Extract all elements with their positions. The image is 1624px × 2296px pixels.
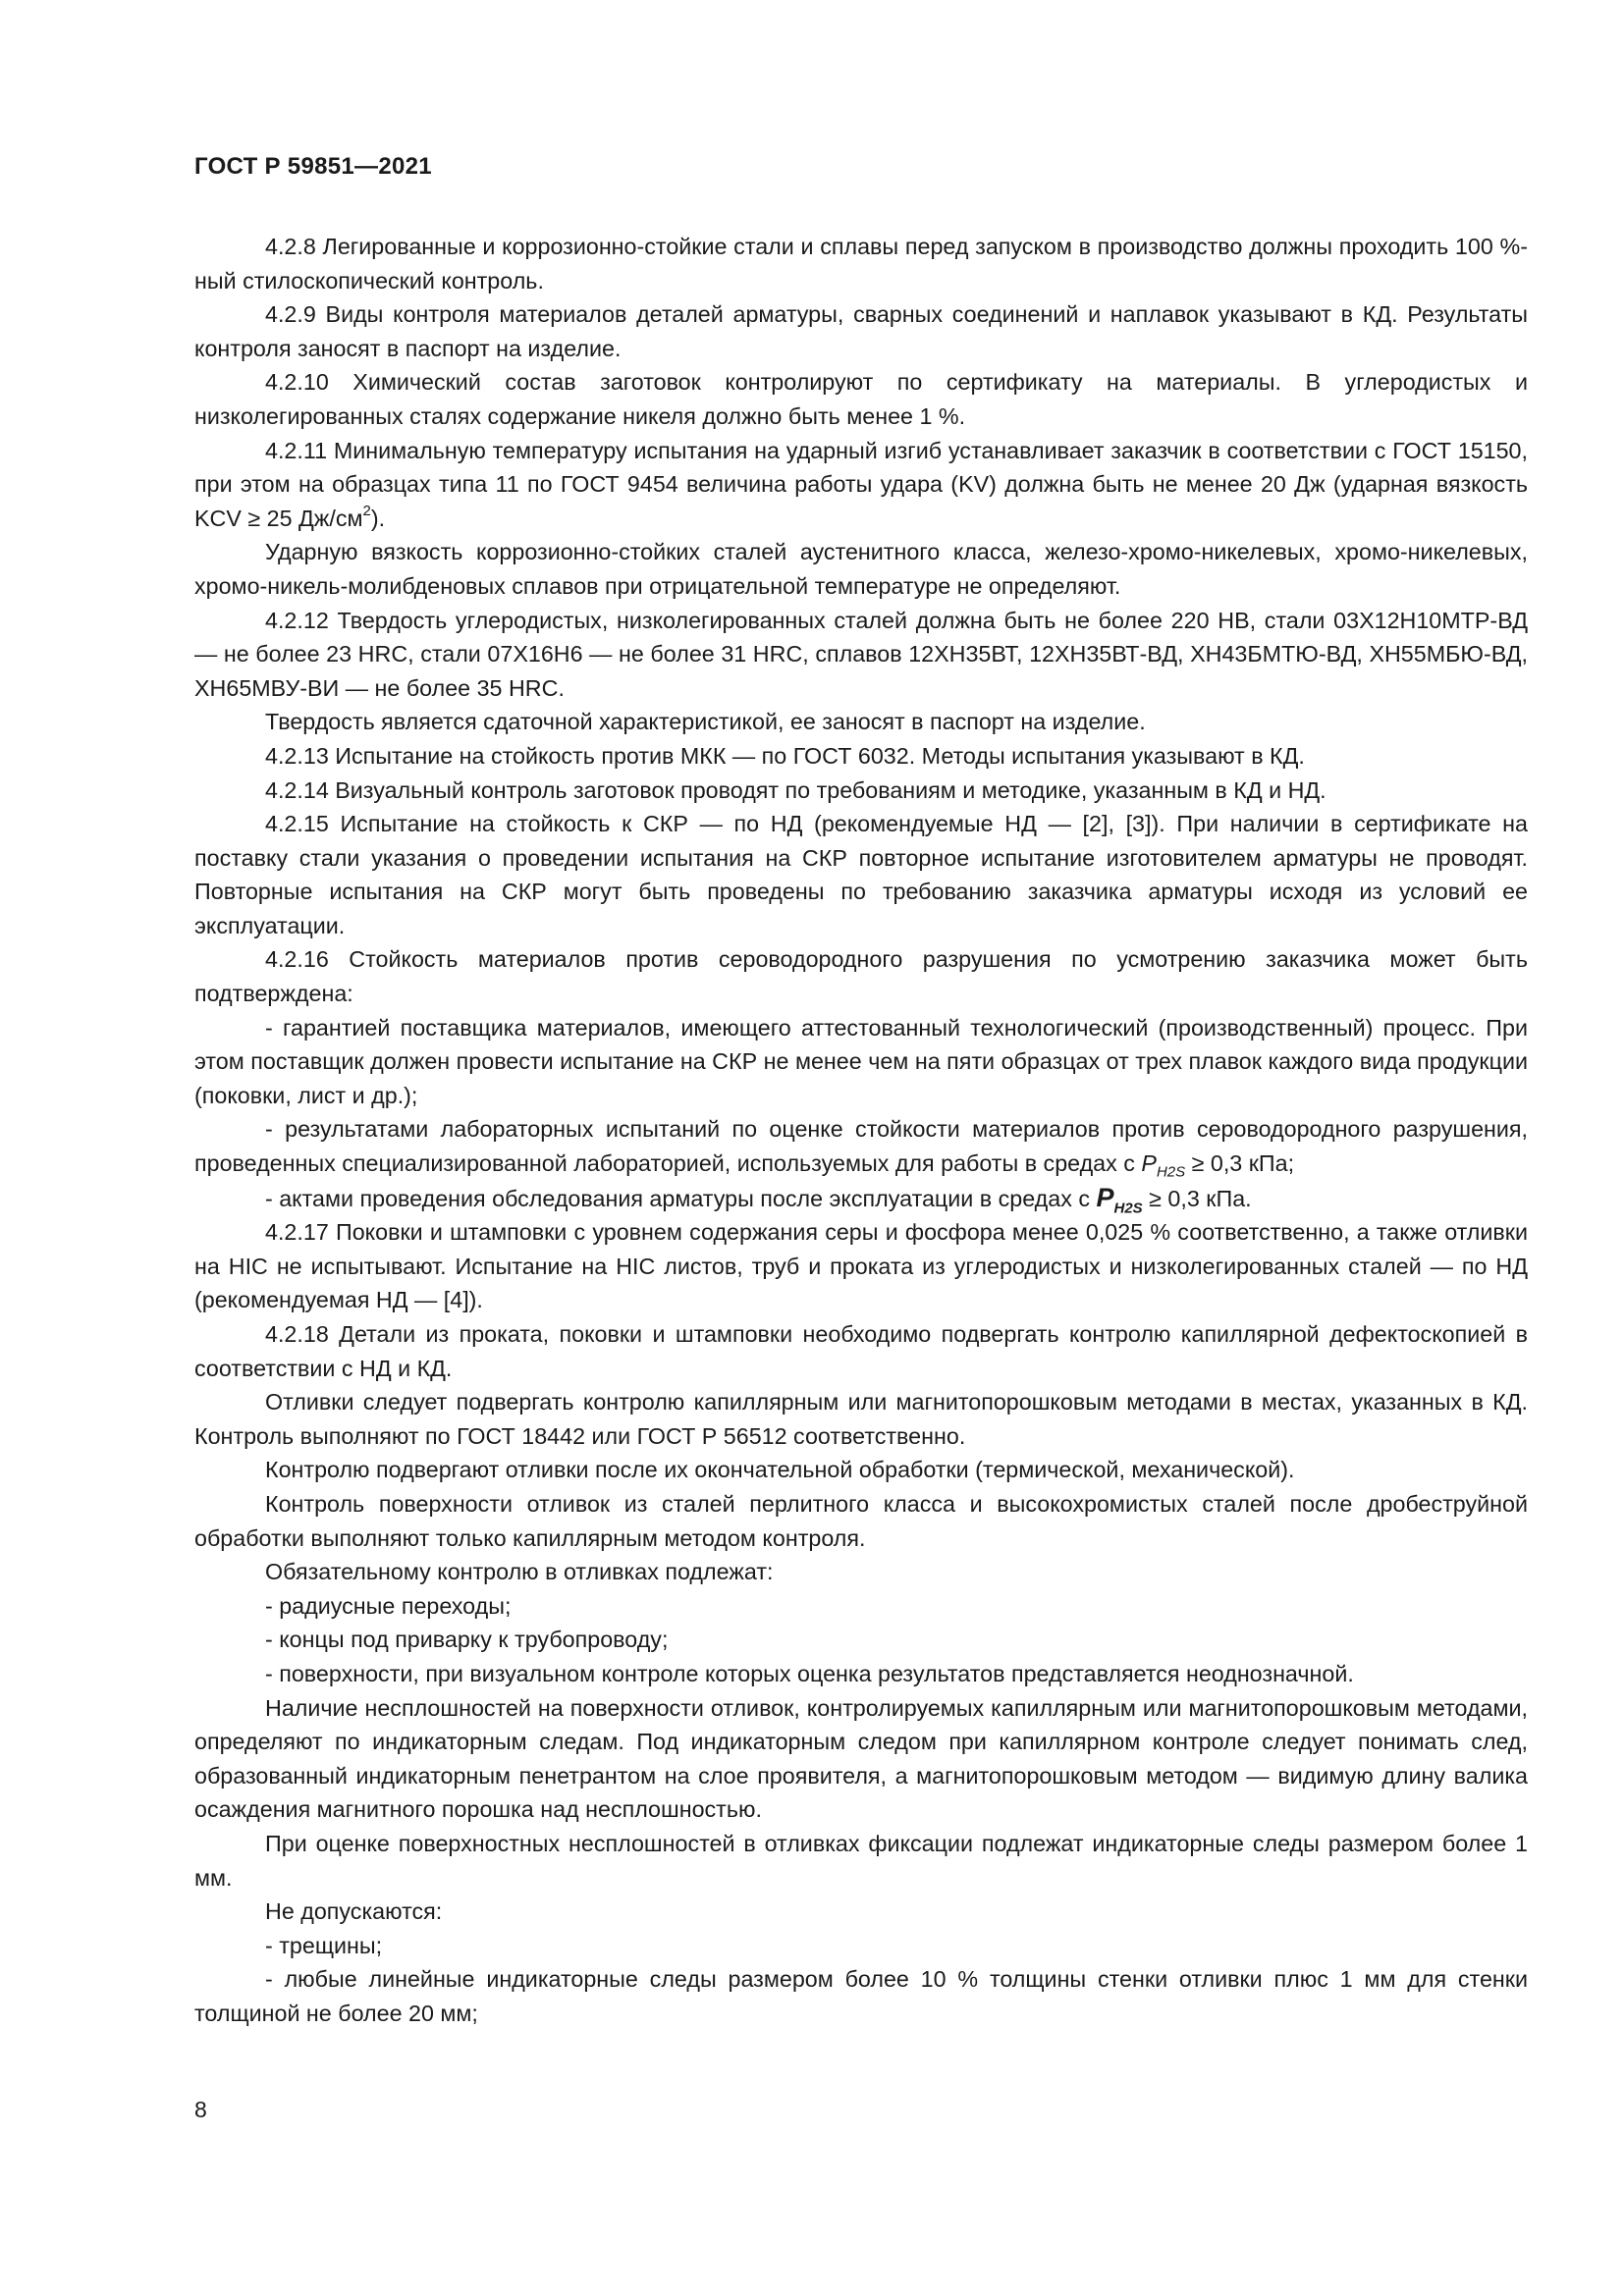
list-item-inspection-acts: - актами проведения обследования арматуры после эксплуатации в средах с $P_{H2S} \ge 0,3$ кПа. <box>265 1182 1252 1217</box>
page-number: 8 <box>194 2097 207 2122</box>
list-item-ambiguous-surfaces: - поверхности, при визуальном контроле которых оценка результатов представляется неоднозначной. <box>265 1660 1354 1686</box>
paragraph-impact-toughness: Ударную вязкость коррозионно-стойких сталей аустенитного класса, железо-хромо-никелевых, хромо-никелевых, хромо-никель-молибденовых сплавов при отрицательной температуре не определяют. <box>194 539 1528 599</box>
paragraph-surface-evaluation: При оценке поверхностных несплошностей в отливках фиксации подлежат индикаторные следы размером более 1 мм. <box>194 1830 1528 1891</box>
list-item-linear-indications: - любые линейные индикаторные следы размером более 10 % толщины стенки отливки плюс 1 мм для стенки толщиной не более 20 мм; <box>194 1966 1528 2026</box>
paragraph-4-2-17: 4.2.17 Поковки и штамповки с уровнем содержания серы и фосфора менее 0,025 % соответственно, а также отливки на HIC не испытывают. Испытание на HIC листов, труб и проката из углеродистых и низколегированных сталей — по НД (рекомендуемая НД — [4]). <box>194 1219 1528 1313</box>
paragraph-4-2-18: 4.2.18 Детали из проката, поковки и штамповки необходимо подвергать контролю капиллярной дефектоскопией в соответствии с НД и КД. <box>194 1321 1528 1381</box>
list-item-radius-transitions: - радиусные переходы; <box>265 1592 512 1619</box>
document-header: ГОСТ Р 59851—2021 <box>194 153 432 180</box>
paragraph-4-2-13: 4.2.13 Испытание на стойкость против МКК — по ГОСТ 6032. Методы испытания указывают в КД. <box>265 742 1305 769</box>
paragraph-4-2-12: 4.2.12 Твердость углеродистых, низколегированных сталей должна быть не более 220 НВ, стали 03Х12Н10МТР-ВД — не более 23 HRC, стали 07Х16Н6 — не более 31 HRC, сплавов 12ХН35ВТ, 12ХН35ВТ-ВД, ХН43БМТЮ-ВД, ХН55МБЮ-ВД, ХН65МВУ-ВИ — не более 35 HRC. <box>194 607 1528 701</box>
paragraph-4-2-10: 4.2.10 Химический состав заготовок контролируют по сертификату на материалы. В углеродистых и низколегированных сталях содержание никеля должно быть менее 1 %. <box>194 369 1528 429</box>
formula-ph2s: $P_{H2S}$ <box>1141 1150 1186 1181</box>
formula-ph2s-bold: $P_{H2S}$ <box>1096 1182 1143 1217</box>
paragraph-4-2-8: 4.2.8 Легированные и коррозионно-стойкие стали и сплавы перед запуском в производство должны проходить 100 %-ный стилоскопический контроль. <box>194 234 1528 294</box>
paragraph-4-2-14: 4.2.14 Визуальный контроль заготовок проводят по требованиям и методике, указанным в КД и НД. <box>265 776 1326 803</box>
paragraph-mandatory-control: Обязательному контролю в отливках подлежат: <box>265 1559 774 1585</box>
paragraph-4-2-9: 4.2.9 Виды контроля материалов деталей арматуры, сварных соединений и наплавок указывают в КД. Результаты контроля заносят в паспорт на изделие. <box>194 301 1528 361</box>
list-item-guarantee: - гарантией поставщика материалов, имеющего аттестованный технологический (производственный) процесс. При этом поставщик должен провести испытание на СКР не менее чем на пяти образцах от трех плавок каждого вида продукции (поковки, лист и др.); <box>194 1014 1528 1108</box>
paragraph-4-2-15: 4.2.15 Испытание на стойкость к СКР — по НД (рекомендуемые НД — [2], [3]). При наличии в сертификате на поставку стали указания о проведении испытания на СКР повторное испытание изготовителем арматуры не проводят. Повторные испытания на СКР могут быть проведены по требованию заказчика арматуры исходя из условий ее эксплуатации. <box>194 811 1528 938</box>
paragraph-4-2-11: 4.2.11 Минимальную температуру испытания на ударный изгиб устанавливает заказчик в соответствии с ГОСТ 15150, при этом на образцах типа 11 по ГОСТ 9454 величина работы удара (KV) должна быть не менее 20 Дж (ударная вязкость KCV ≥ 25 $Дж/см^2$). <box>194 437 1528 531</box>
paragraph-control-after-processing: Контролю подвергают отливки после их окончательной обработки (термической, механической). <box>265 1457 1295 1483</box>
paragraph-castings-control: Отливки следует подвергать контролю капиллярным или магнитопорошковым методами в местах, указанных в КД. Контроль выполняют по ГОСТ 18442 или ГОСТ Р 56512 соответственно. <box>194 1389 1528 1449</box>
paragraph-surface-control: Контроль поверхности отливок из сталей перлитного класса и высокохромистых сталей после дробеструйной обработки выполняют только капиллярным методом контроля. <box>194 1490 1528 1551</box>
document-body <box>194 230 1528 2030</box>
paragraph-4-2-16: 4.2.16 Стойкость материалов против сероводородного разрушения по усмотрению заказчика может быть подтверждена: <box>194 946 1528 1007</box>
paragraph-hardness: Твердость является сдаточной характеристикой, ее заносят в паспорт на изделие. <box>265 709 1146 735</box>
list-item-cracks: - трещины; <box>265 1932 383 1958</box>
list-item-weld-ends: - концы под приварку к трубопроводу; <box>265 1627 669 1653</box>
paragraph-not-allowed: Не допускаются: <box>265 1898 443 1925</box>
paragraph-discontinuities: Наличие несплошностей на поверхности отливок, контролируемых капиллярным или магнитопорошковым методами, определяют по индикаторным следам. Под индикаторным следом при капиллярном контроле следует понимать след, образованный индикаторным пенетрантом на слое проявителя, а магнитопорошковым методом — видимую длину валика осаждения магнитного порошка над несплошностью. <box>194 1694 1528 1823</box>
list-item-lab-tests: - результатами лабораторных испытаний по оценке стойкости материалов против сероводородного разрушения, проведенных специализированной лабораторией, используемых для работы в средах с $P_{H2S} \ge 0,3$ кПа; <box>194 1116 1528 1181</box>
